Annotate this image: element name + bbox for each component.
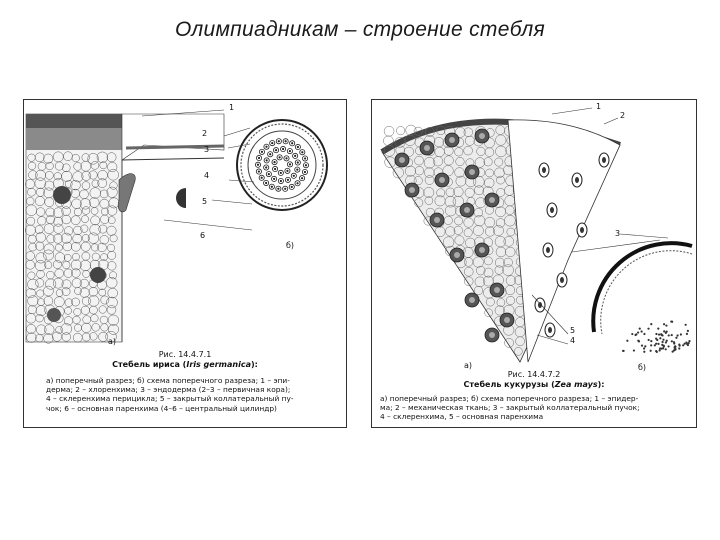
iris-figure-name: Стебель ириса (Iris germanica): bbox=[112, 360, 258, 369]
label-6: 6 bbox=[200, 231, 206, 240]
maize-caption-line: 4 – склеренхима, 5 – основная паренхима bbox=[380, 412, 544, 422]
maize-caption-line: а) поперечный разрез; б) схема поперечного разреза; 1 – эпидер- bbox=[380, 394, 639, 403]
label-5: 5 bbox=[202, 197, 208, 206]
maize-figure-number: Рис. 14.4.7.2 bbox=[507, 370, 561, 379]
maize-cross-section bbox=[382, 120, 620, 370]
iris-caption-line: 4 – склеренхима перицикла; 5 – закрытый коллатеральный пу- bbox=[46, 394, 294, 404]
iris-figure-number: Рис. 14.4.7.1 bbox=[158, 350, 212, 359]
label-b: б) bbox=[638, 363, 647, 372]
label-2: 2 bbox=[202, 129, 208, 138]
label-3: 3 bbox=[615, 229, 621, 238]
maize-caption-line: ма; 2 – механическая ткань; 3 – закрытый коллатеральный пучок; bbox=[380, 403, 640, 413]
iris-caption-line: дерма; 2 – хлоренхима; 3 – эндодерма (2–3 – первичная кора); bbox=[46, 385, 291, 395]
label-b: б) bbox=[286, 241, 295, 250]
iris-caption bbox=[46, 376, 342, 413]
label-1: 1 bbox=[596, 102, 602, 111]
label-a: а) bbox=[464, 361, 473, 370]
maize-caption bbox=[380, 394, 692, 422]
label-3: 3 bbox=[204, 145, 210, 154]
iris-caption-line: чок; 6 – основная паренхима (4–6 – центральный цилиндр) bbox=[46, 403, 277, 413]
iris-cross-section bbox=[25, 114, 224, 346]
label-4: 4 bbox=[570, 336, 576, 345]
iris-caption-line: а) поперечный разрез; б) схема поперечного разреза; 1 – эпи- bbox=[46, 376, 290, 385]
label-5: 5 bbox=[570, 326, 576, 335]
figure-iris-stem bbox=[23, 99, 347, 428]
iris-schematic bbox=[237, 120, 327, 250]
figure-maize-stem bbox=[371, 99, 697, 428]
page-title: Олимпиадникам – строение стебля bbox=[174, 18, 546, 41]
label-a: а) bbox=[108, 337, 117, 346]
label-4: 4 bbox=[204, 171, 210, 180]
label-1: 1 bbox=[229, 103, 235, 112]
maize-figure-name: Стебель кукурузы (Zea mays): bbox=[463, 380, 605, 389]
label-2: 2 bbox=[620, 111, 626, 120]
